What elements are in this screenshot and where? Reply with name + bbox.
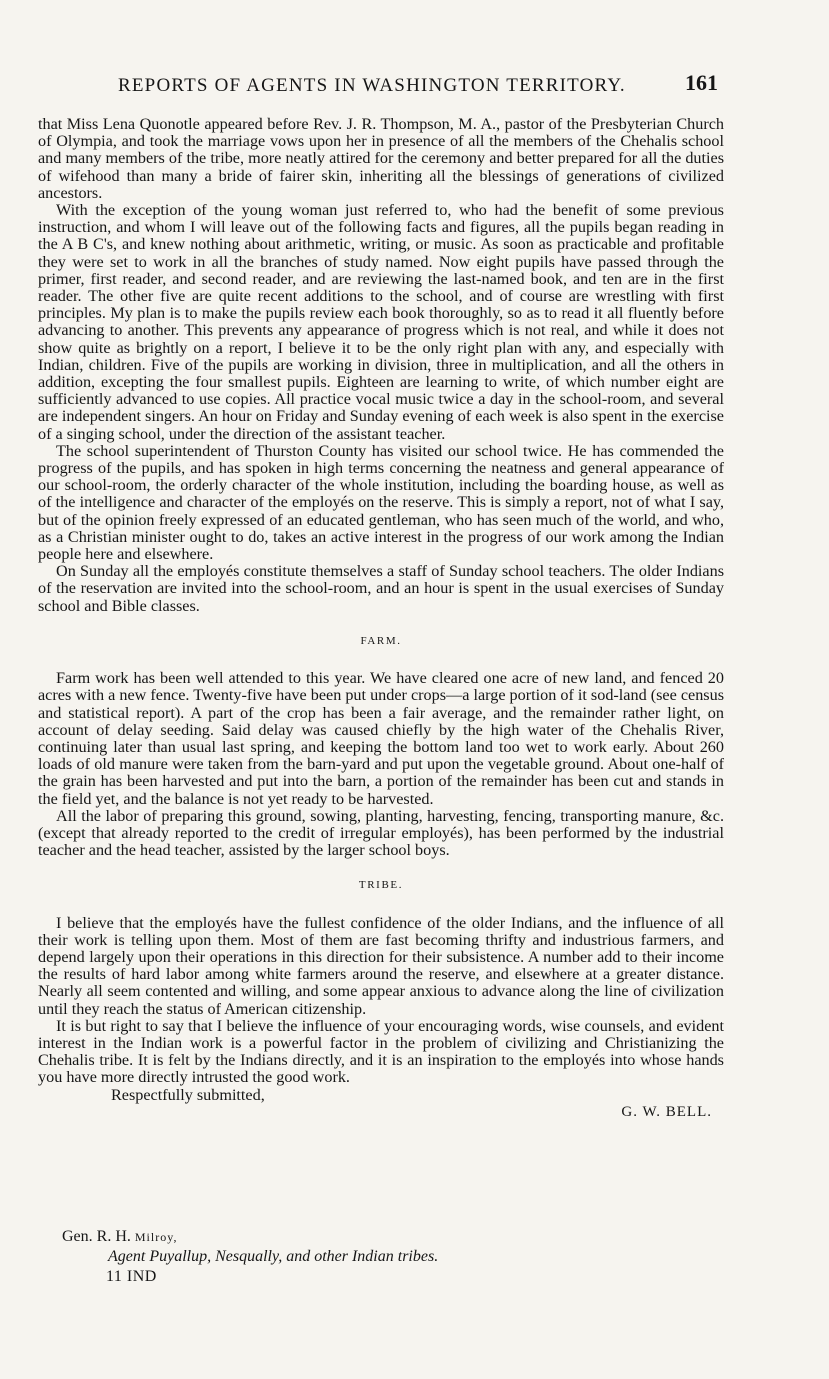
paragraph-tribe-influence: It is but right to say that I believe the influence of your encouraging words, wise counsels, and evident interest in the Indian work is a powerful factor in the problem of civilizing and Christianizing the Chehalis tribe. It is felt by the Indians directly, and it is an inspiration to the employés into whose hands you have more directly intrusted the good work.	[38, 1016, 724, 1087]
addressee-surname: Milroy,	[134, 1230, 178, 1244]
paragraph-farm-work: Farm work has been well attended to this year. We have cleared one acre of new land, and fenced 20 acres with a new fence. Twenty-five have been put under crops—a large portion of it sod-land (see census and statistical report). A part of the crop has been a fair average, and the remainder rather light, on account of delay seeding. Said delay was caused chiefly by the high water of the Chehalis River, continuing later than usual last spring, and keeping the bottom land too wet to work early. About 260 loads of old manure were taken from the barn-yard and put upon the vegetable ground. About one-half of the grain has been harvested and put into the barn, a portion of the remainder has been cut and stands in the field yet, and the balance is not yet ready to be harvested.	[38, 669, 724, 808]
addressee-prefix: Gen. R. H.	[62, 1228, 135, 1245]
paragraph-instruction: With the exception of the young woman just referred to, who had the benefit of some previous instruction, and whom I will leave out of the following facts and figures, all the pupils began reading in the A B C's, and knew nothing about arithmetic, writing, or music. As soon as practicable and profitable they were set to work in all the branches of study named. Now eight pupils have passed through the primer, first reader, and second reader, and are reviewing the last-named book, and ten are in the first reader. The other five are quite recent additions to the school, and of course are wrestling with first principles. My plan is to make the pupils review each book thoroughly, so as to read it all fluently before advancing to another. This prevents any appearance of progress which is not real, and while it does not show quite as brightly on a report, I believe it to be the only right plan with any, and especially with Indian, children. Five of the pupils are working in division, three in multiplication, and all the others in addition, excepting the four smallest pupils. Eighteen are learning to write, of which number eight are sufficiently advanced to use copies. All practice vocal music twice a day in the school-room, and several are independent singers. An hour on Friday and Sunday evening of each week is also spent in the exercise of a singing school, under the direction of the assistant teacher.	[38, 201, 724, 443]
addressee-block	[62, 1227, 438, 1287]
closing-line: Respectfully submitted,	[111, 1085, 265, 1104]
tribe-heading: TRIBE.	[358, 879, 404, 892]
paragraph-sunday-school: On Sunday all the employés constitute themselves a staff of Sunday school teachers. The older Indians of the reservation are invited into the school-room, and an hour is spent in the usual exercises of Sunday school and Bible classes.	[38, 562, 724, 615]
addressee-role: Agent Puyallup, Nesqually, and other Indian tribes.	[108, 1248, 439, 1265]
header-title: REPORTS OF AGENTS IN WASHINGTON TERRITORY.	[118, 75, 626, 96]
paragraph-superintendent: The school superintendent of Thurston County has visited our school twice. He has commended the progress of the pupils, and has spoken in high terms concerning the neatness and general appearance of our school-room, the orderly character of the whole institution, including the boarding house, as well as of the intelligence and character of the employés on the reserve. This is simply a report, not of what I say, but of the opinion freely expressed of an educated gentleman, who has seen much of the world, and who, as a Christian minister ought to do, takes an active interest in the progress of our work among the Indian people here and elsewhere.	[38, 441, 724, 564]
running-header	[118, 70, 718, 100]
page-number: 161	[685, 70, 718, 95]
paragraph-marriage: that Miss Lena Quonotle appeared before Rev. J. R. Thompson, M. A., pastor of the Presbyterian Church of Olympia, and took the marriage vows upon her in presence of all the members of the Chehalis school and many members of the tribe, more neatly attired for the ceremony and better prepared for all the duties of wifehood than many a bride of fairer skin, inheriting all the blessings of generations of civilized ancestors.	[38, 115, 724, 202]
paragraph-farm-labor: All the labor of preparing this ground, sowing, planting, harvesting, fencing, transporting manure, &c. (except that already reported to the credit of irregular employés), has been performed by the industrial teacher and the head teacher, assisted by the larger school boys.	[38, 806, 724, 860]
farm-heading: FARM.	[360, 634, 402, 647]
addressee-name	[62, 1227, 438, 1247]
signer-name: G. W. BELL.	[621, 1103, 712, 1120]
report-body	[38, 116, 724, 1121]
paragraph-tribe-confidence: I believe that the employés have the fullest confidence of the older Indians, and the influence of all their work is telling upon them. Most of them are fast becoming thrifty and industrious farmers, and depend largely upon their operations in this direction for their subsistence. A number add to their income the results of hard labor among white farmers around the reserve, and elsewhere at a greater distance. Nearly all seem contented and willing, and some appear anxious to advance along the line of civilization until they reach the status of American citizenship.	[38, 913, 724, 1018]
signature-mark: 11 IND	[106, 1268, 157, 1285]
